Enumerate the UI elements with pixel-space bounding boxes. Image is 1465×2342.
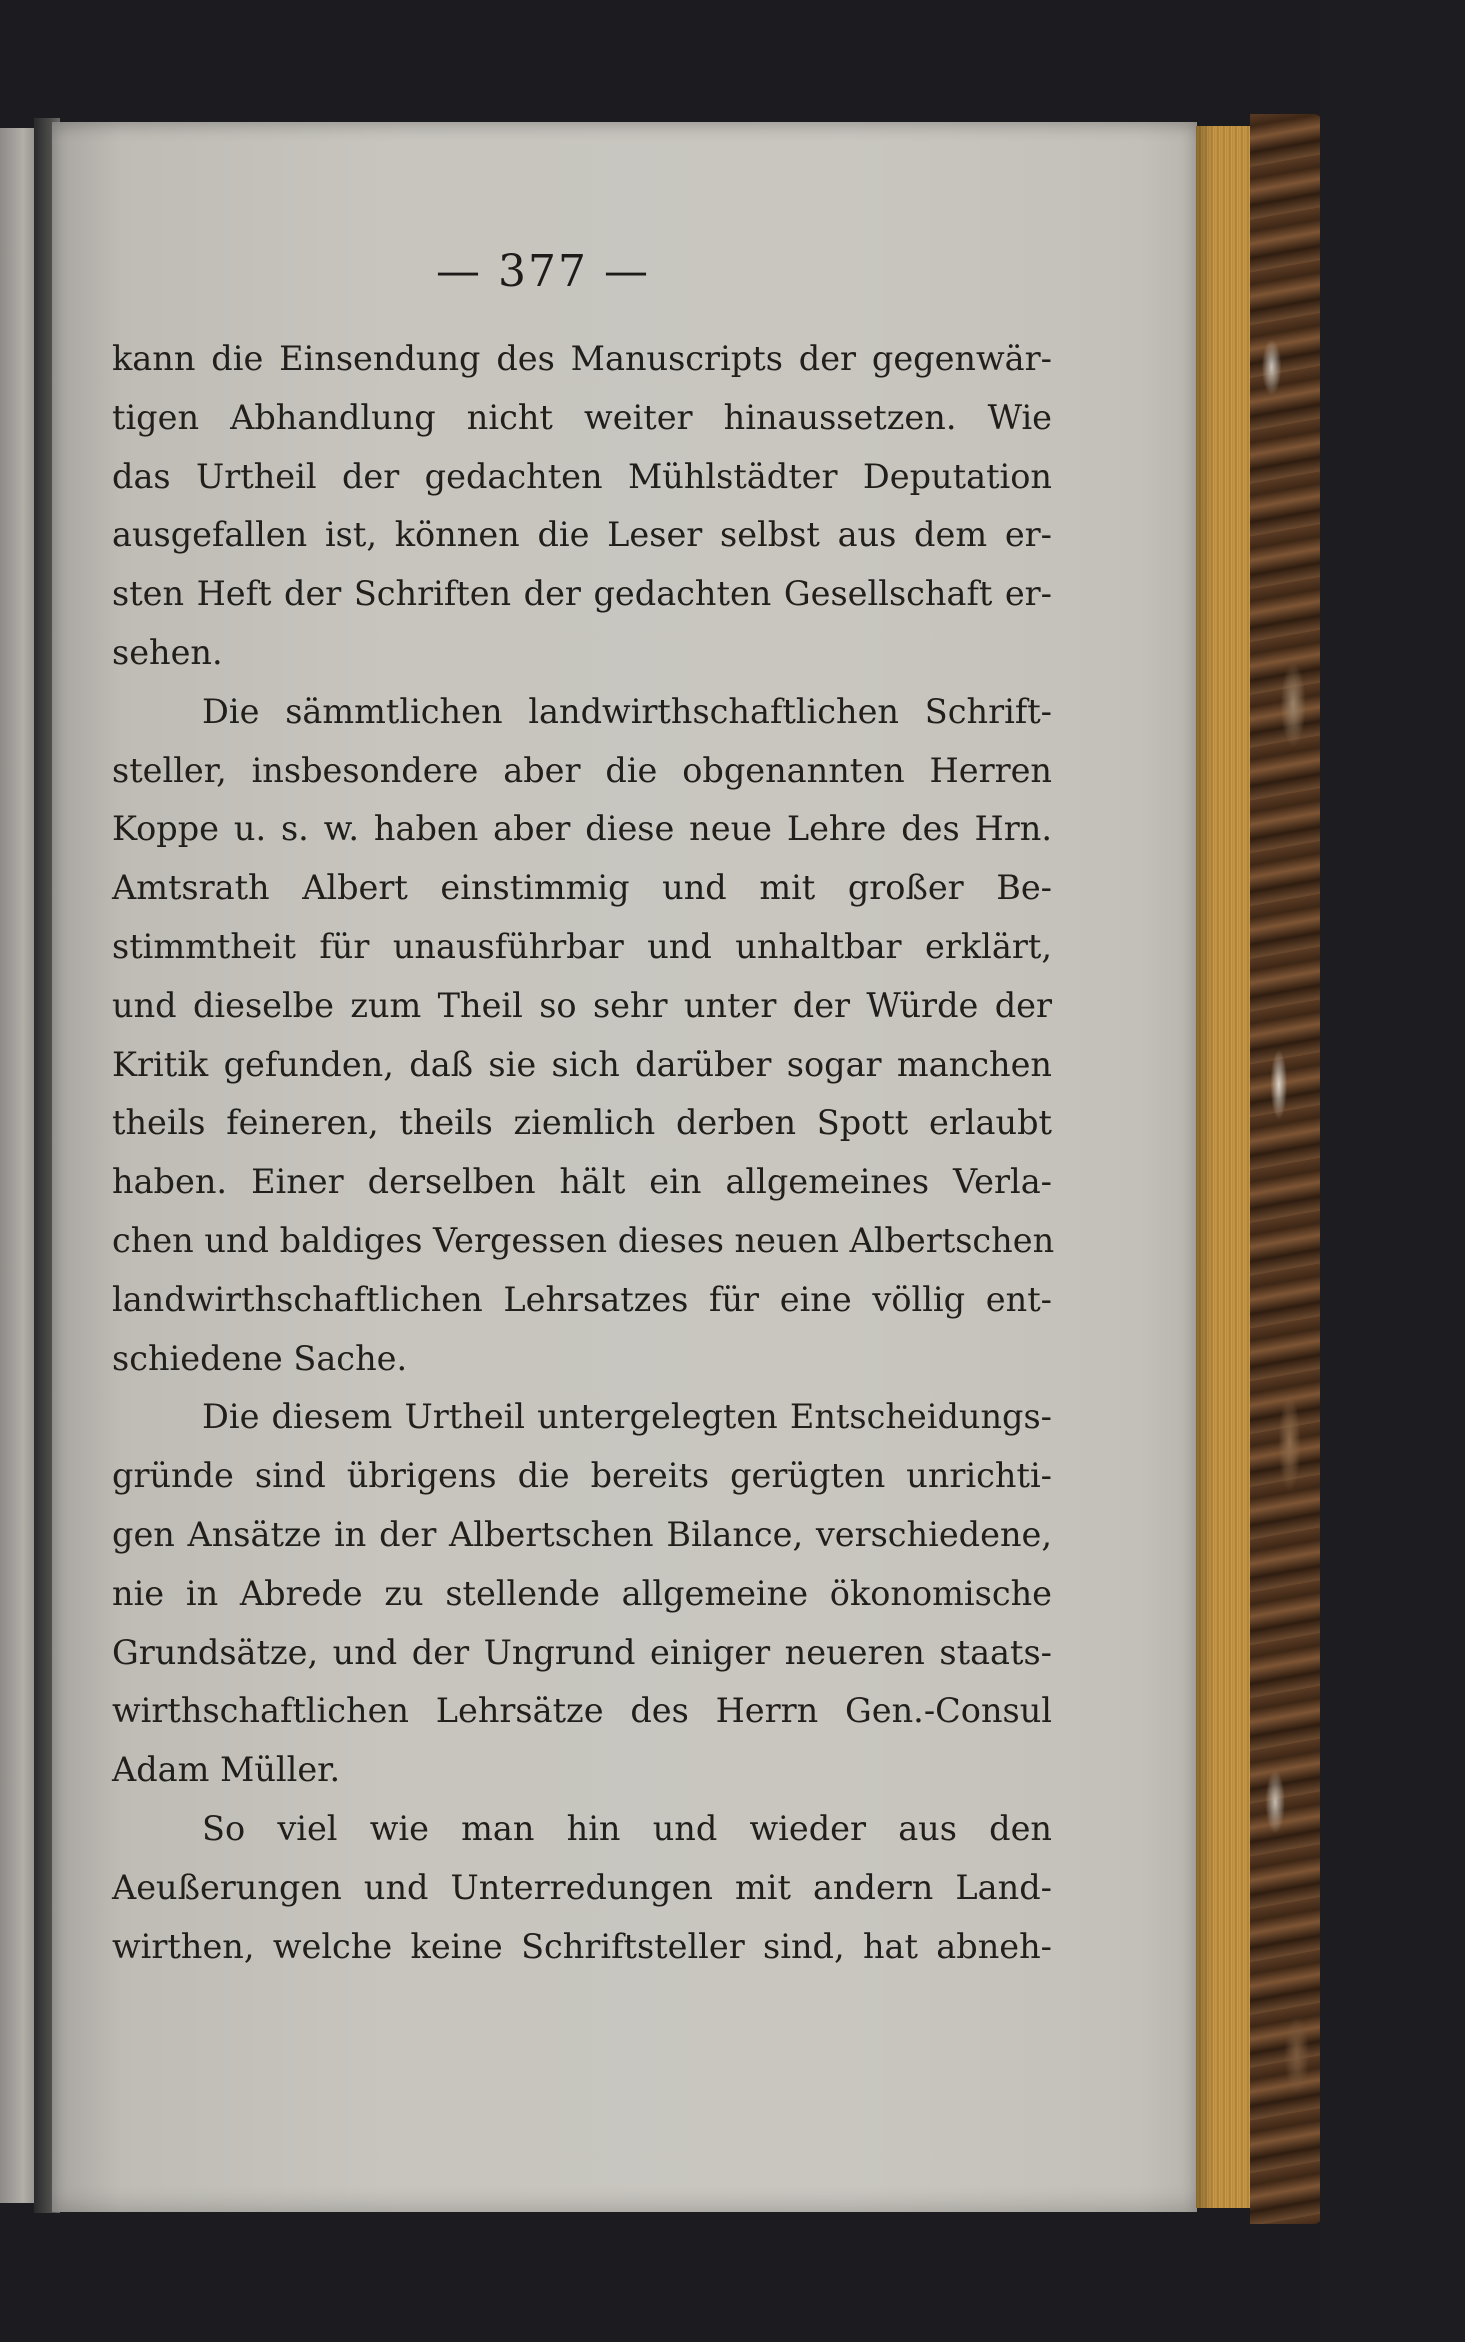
text-line: kann die Einsendung des Manuscripts der gegenwär- [112, 339, 1052, 378]
text-line: das Urtheil der gedachten Mühlstädter Deputation [112, 456, 1052, 496]
text-line: sten Heft der Schriften der gedachten Gesellschaft er- [112, 574, 1052, 614]
marbled-cover [1250, 114, 1322, 2224]
text-line: wirthschaftlichen Lehrsätze des Herrn Gen.-Consul [112, 1691, 1052, 1731]
text-line: landwirthschaftlichen Lehrsatzes für eine völlig ent- [112, 1279, 1052, 1319]
page-number: — 377 — [436, 246, 650, 297]
text-line: steller, insbesondere aber die obgenannten Herren [112, 750, 1052, 790]
text-line: Amtsrath Albert einstimmig und mit großer Be- [112, 868, 1052, 908]
page-text [112, 330, 1055, 1976]
page-edge-shadow [1196, 126, 1214, 2208]
text-line: haben. Einer derselben hält ein allgemeines Verla- [112, 1162, 1052, 1202]
text-line: wirthen, welche keine Schriftsteller sind, hat abneh- [112, 1926, 1052, 1966]
text-line: So viel wie man hin und wieder aus den [202, 1808, 1052, 1848]
text-line: Die diesem Urtheil untergelegten Entscheidungs- [202, 1397, 1052, 1437]
text-line: Die sämmtlichen landwirthschaftlichen Schrift- [202, 691, 1052, 731]
text-line: Koppe u. s. w. haben aber diese neue Lehre des Hrn. [112, 809, 1052, 849]
text-line: Aeußerungen und Unterredungen mit andern Land- [112, 1867, 1052, 1907]
text-line: chen und baldiges Vergessen dieses neuen Albertschen [112, 1220, 1055, 1260]
text-line: Adam Müller. [112, 1750, 341, 1790]
text-line: ausgefallen ist, können die Leser selbst aus dem er- [112, 515, 1052, 555]
text-line: Kritik gefunden, daß sie sich darüber sogar manchen [112, 1044, 1052, 1084]
text-line: nie in Abrede zu stellende allgemeine ökonomische [112, 1573, 1052, 1613]
text-line: sehen. [112, 632, 223, 672]
text-line: schiedene Sache. [112, 1338, 408, 1378]
text-line: stimmtheit für unausführbar und unhaltbar erklärt, [112, 926, 1052, 966]
text-line: gen Ansätze in der Albertschen Bilance, verschiedene, [112, 1514, 1052, 1554]
text-line: und dieselbe zum Theil so sehr unter der Würde der [112, 985, 1052, 1025]
text-line: tigen Abhandlung nicht weiter hinaussetzen. Wie [112, 397, 1052, 437]
text-line: gründe sind übrigens die bereits gerügten unrichti- [112, 1456, 1052, 1496]
text-line: theils feineren, theils ziemlich derben Spott erlaubt [112, 1103, 1052, 1143]
background-right [1320, 0, 1465, 2342]
text-line: Grundsätze, und der Ungrund einiger neueren staats- [112, 1632, 1052, 1672]
